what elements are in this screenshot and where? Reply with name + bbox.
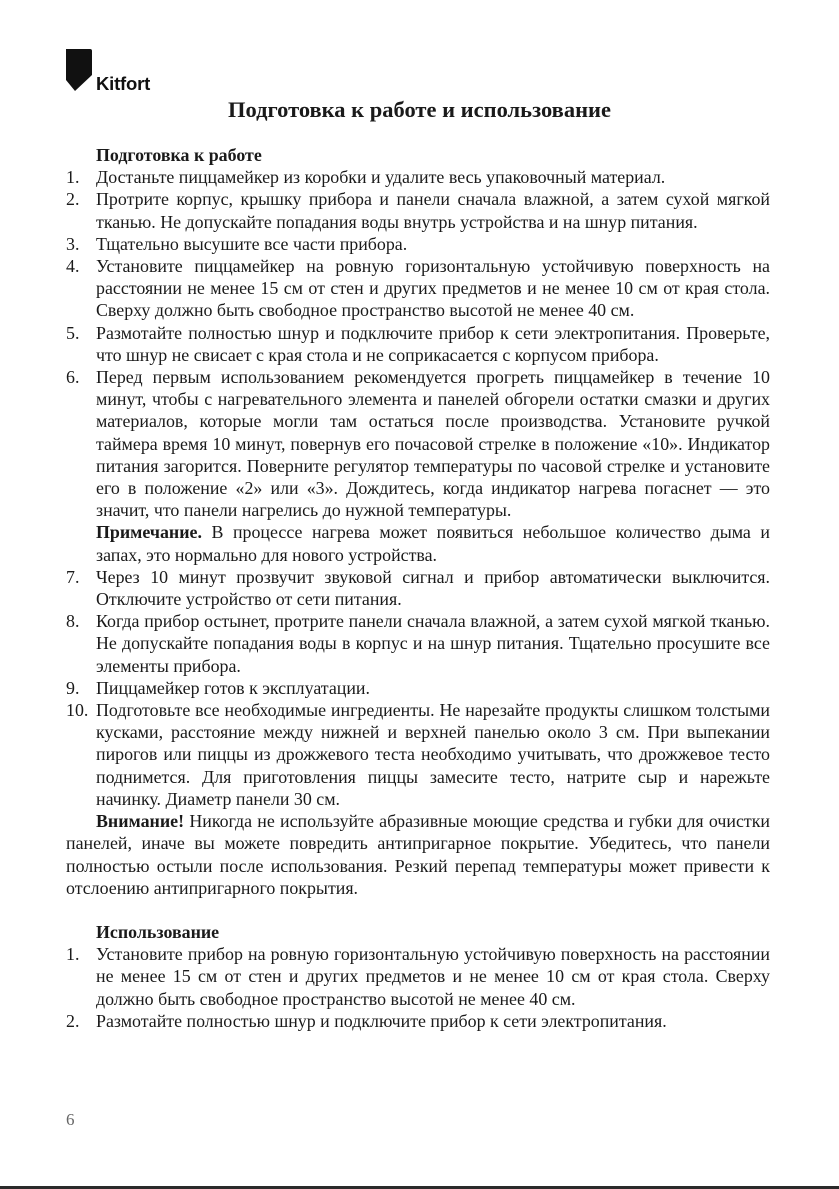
item-number: 2.	[66, 189, 80, 210]
item-number: 10.	[66, 700, 89, 721]
item-number: 9.	[66, 677, 80, 698]
document-body	[66, 144, 770, 1032]
note-text: В процессе нагрева может появиться небольшое количество дыма и запах, это нормально для нового устройства.	[96, 522, 770, 565]
item-number: 8.	[66, 611, 80, 632]
warning-label: Внимание!	[96, 811, 185, 832]
section-heading-usage: Использование	[96, 921, 220, 942]
page-number: 6	[66, 1110, 75, 1129]
kitfort-logo-icon	[66, 49, 92, 91]
warning-paragraph	[66, 810, 770, 899]
item-text: Подготовьте все необходимые ингредиенты. Не нарезайте продукты слишком толстыми кусками, расстояние между нижней и верхней панелью около 3 см. При выпекании пирогов или пиццы из дрожжевого теста необходимо учитывать, что дрожжевое тесто поднимется. Для приготовления пиццы замесите тесто, натрите сыр и нарежьте начинку. Диаметр панели 30 см.	[96, 700, 770, 809]
list-item	[66, 366, 770, 521]
usage-list	[66, 943, 770, 1032]
list-item	[66, 610, 770, 677]
item-number: 2.	[66, 1010, 80, 1031]
item-text: Протрите корпус, крышку прибора и панели сначала влажной, а затем сухой мягкой тканью. Не допускайте попадания воды внутрь устройства и на шнур питания.	[96, 189, 770, 232]
warning-text: Никогда не используйте абразивные моющие средства и губки для очистки панелей, иначе вы можете повредить антипригарное покрытие. Убедитесь, что панели полностью остыли после использования. Резкий перепад температуры может привести к отслоению антипригарного покрытия.	[66, 811, 770, 898]
kitfort-logo	[66, 49, 166, 97]
item-text: Установите прибор на ровную горизонтальную устойчивую поверхность на расстоянии не менее 15 см от стен и других предметов и не менее 10 см от края стола. Сверху должно быть свободное пространство высотой не менее 40 см.	[96, 944, 770, 1009]
list-item	[66, 322, 770, 366]
note-label: Примечание.	[96, 522, 202, 543]
item-text: Когда прибор остынет, протрите панели сначала влажной, а затем сухой мягкой тканью. Не допускайте попадания воды в корпус и на шнур питания. Тщательно просушите все элементы прибора.	[96, 611, 770, 676]
list-item	[66, 166, 770, 188]
item-number: 3.	[66, 233, 80, 254]
list-item	[66, 699, 770, 810]
item-text: Через 10 минут прозвучит звуковой сигнал и прибор автоматически выключится. Отключите устройство от сети питания.	[96, 566, 770, 610]
preparation-list-continued	[66, 566, 770, 810]
list-item	[66, 566, 770, 610]
list-item	[66, 677, 770, 699]
item-number: 5.	[66, 322, 80, 343]
item-text: Перед первым использованием рекомендуется прогреть пиццамейкер в течение 10 минут, чтобы с нагревательного элемента и панелей обгорели остатки смазки и других материалов, которые могли там остаться после производства. Установите ручкой таймера время 10 минут, повернув его почасовой стрелке в положение «10». Индикатор питания загорится. Поверните регулятор температуры по часовой стрелке и установите его в положение «2» или «3». Дождитесь, когда индикатор нагрева погаснет — это значит, что панели нагрелись до нужной температуры.	[96, 367, 770, 521]
section-heading-preparation: Подготовка к работе	[96, 145, 262, 165]
item-number: 1.	[66, 167, 80, 188]
item-text: Достаньте пиццамейкер из коробки и удалите весь упаковочный материал.	[96, 167, 666, 188]
item-number: 7.	[66, 566, 80, 587]
list-item	[66, 233, 770, 255]
item-text: Размотайте полностью шнур и подключите прибор к сети электропитания.	[96, 1010, 667, 1031]
item-number: 1.	[66, 944, 80, 965]
item-text: Установите пиццамейкер на ровную горизонтальную устойчивую поверхность на расстоянии не менее 15 см от стен и других предметов и не менее 10 см от края стола. Сверху должно быть свободное пространство высотой не менее 40 см.	[96, 256, 770, 321]
list-item	[66, 943, 770, 1010]
item-text: Размотайте полностью шнур и подключите прибор к сети электропитания. Проверьте, что шнур не свисает с края стола и не соприкасается с корпусом прибора.	[96, 322, 770, 365]
item-text: Тщательно высушите все части прибора.	[96, 233, 408, 254]
note-paragraph	[66, 521, 770, 565]
logo-wordmark: Kitfort	[96, 73, 151, 94]
item-number: 4.	[66, 256, 80, 277]
list-item	[66, 1010, 770, 1032]
preparation-list	[66, 166, 770, 521]
item-number: 6.	[66, 367, 80, 388]
list-item	[66, 188, 770, 232]
list-item	[66, 255, 770, 322]
page-title: Подготовка к работе и использование	[227, 97, 611, 122]
section-spacer	[66, 899, 770, 921]
item-text: Пиццамейкер готов к эксплуатации.	[96, 677, 370, 698]
